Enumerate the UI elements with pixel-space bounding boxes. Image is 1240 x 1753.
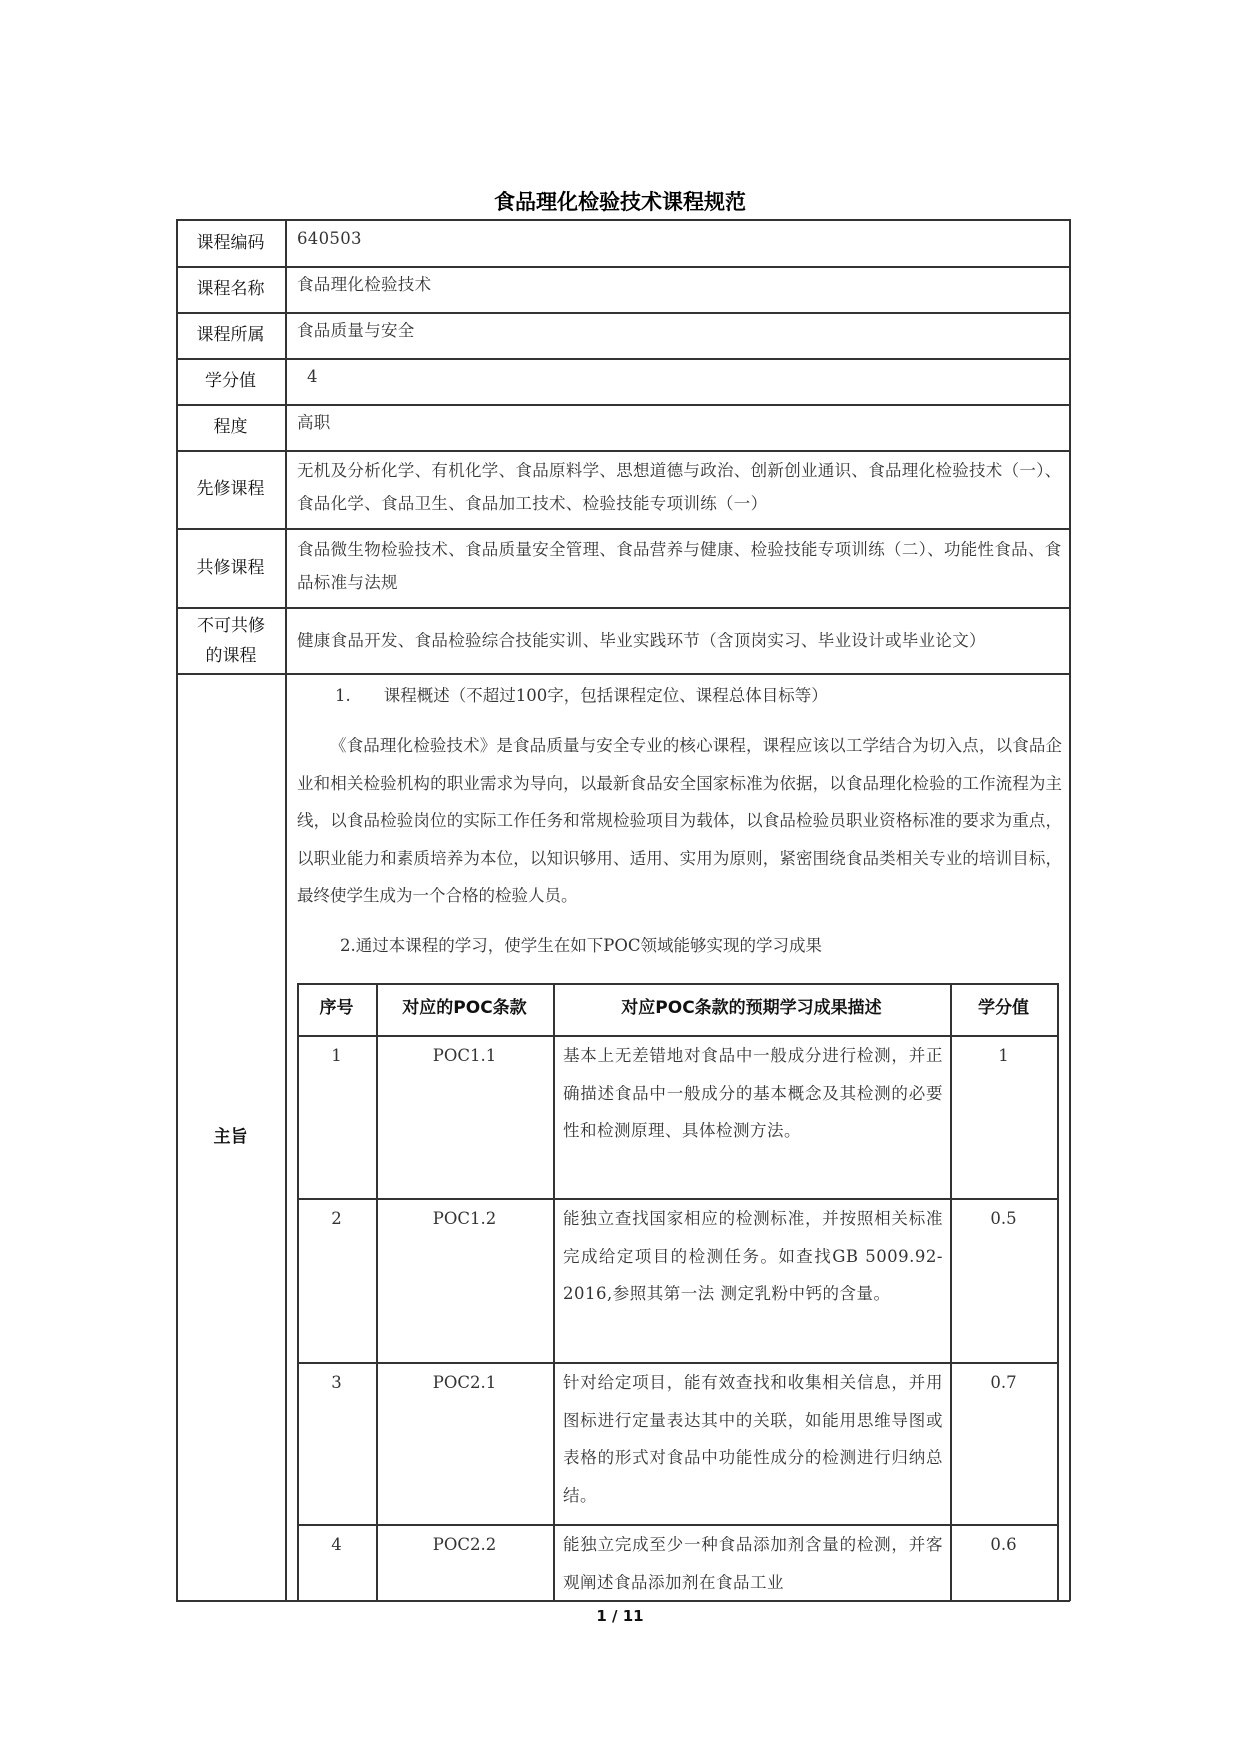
document-title: 食品理化检验技术课程规范 bbox=[494, 190, 746, 214]
value-course-code: 640503 bbox=[297, 229, 362, 248]
row-credit: 1 bbox=[998, 1046, 1009, 1065]
label-course-name: 课程名称 bbox=[196, 279, 265, 299]
section-1-body: 《食品理化检验技术》是食品质量与安全专业的核心课程，课程应该以工学结合为切入点，以食品企业和相关检验机构的职业需求为导向，以最新食品安全国家标准为依据，以食品理化检验的工作流程为主线，以食品检验岗位的实际工作任务和常规检验项目为载体，以食品检验员职业资格标准的要求为重点，以职业能力和素质培养为本位，以知识够用、适用、实用为原则，紧密围绕食品类相关专业的培训目标，最终使学生成为一个合格的检验人员。 bbox=[297, 736, 1062, 905]
table-border bbox=[176, 1600, 1070, 1602]
page-number: 1 / 11 bbox=[596, 1607, 644, 1625]
label-excluded-courses: 不可共修的课程 bbox=[197, 616, 265, 666]
row-poc: POC2.1 bbox=[432, 1373, 497, 1392]
row-number: 2 bbox=[331, 1209, 342, 1228]
value-corequisites: 食品微生物检验技术、食品质量安全管理、食品营养与健康、检验技能专项训练（二）、功能性食品、食品标准与法规 bbox=[297, 540, 1062, 592]
row-description: 针对给定项目，能有效查找和收集相关信息，并用图标进行定量表达其中的关联，如能用思维导图或表格的形式对食品中功能性成分的检测进行归纳总结。 bbox=[563, 1373, 943, 1505]
row-poc: POC1.2 bbox=[432, 1209, 497, 1228]
header-number: 序号 bbox=[319, 998, 354, 1018]
value-course-affiliation: 食品质量与安全 bbox=[297, 321, 415, 340]
value-prerequisites: 无机及分析化学、有机化学、食品原料学、思想道德与政治、创新创业通识、食品理化检验技术（一）、食品化学、食品卫生、食品加工技术、检验技能专项训练（一） bbox=[297, 461, 1062, 513]
section-1-heading: 1. 课程概述（不超过100字，包括课程定位、课程总体目标等） bbox=[335, 686, 828, 705]
label-level: 程度 bbox=[213, 417, 248, 437]
value-excluded-courses: 健康食品开发、食品检验综合技能实训、毕业实践环节（含顶岗实习、毕业设计或毕业论文） bbox=[297, 631, 986, 650]
row-number: 1 bbox=[331, 1046, 342, 1065]
section-2-heading: 2.通过本课程的学习，使学生在如下POC领域能够实现的学习成果 bbox=[340, 936, 822, 955]
row-credit: 0.6 bbox=[990, 1535, 1017, 1554]
row-credit: 0.7 bbox=[990, 1373, 1017, 1392]
value-level: 高职 bbox=[297, 413, 331, 432]
value-credits: 4 bbox=[307, 367, 318, 386]
label-credits: 学分值 bbox=[205, 371, 256, 391]
header-poc: 对应的POC条款 bbox=[402, 998, 527, 1018]
label-corequisites: 共修课程 bbox=[196, 558, 265, 578]
row-poc: POC2.2 bbox=[432, 1535, 497, 1554]
label-course-affiliation: 课程所属 bbox=[196, 325, 265, 345]
row-poc: POC1.1 bbox=[432, 1046, 497, 1065]
row-description: 能独立查找国家相应的检测标准，并按照相关标准完成给定项目的检测任务。如查找GB 5009.92-2016,参照其第一法 测定乳粉中钙的含量。 bbox=[563, 1209, 943, 1303]
value-course-name: 食品理化检验技术 bbox=[297, 275, 432, 294]
row-description: 基本上无差错地对食品中一般成分进行检测，并正确描述食品中一般成分的基本概念及其检测的必要性和检测原理、具体检测方法。 bbox=[563, 1046, 943, 1140]
label-course-code: 课程编码 bbox=[196, 233, 265, 253]
row-credit: 0.5 bbox=[990, 1209, 1017, 1228]
label-main: 主旨 bbox=[213, 1127, 248, 1147]
row-number: 4 bbox=[331, 1535, 342, 1554]
header-credits: 学分值 bbox=[978, 998, 1029, 1018]
header-outcome-description: 对应POC条款的预期学习成果描述 bbox=[621, 998, 882, 1018]
row-number: 3 bbox=[331, 1373, 342, 1392]
row-description: 能独立完成至少一种食品添加剂含量的检测，并客观阐述食品添加剂在食品工业 bbox=[563, 1535, 943, 1592]
label-prerequisites: 先修课程 bbox=[196, 479, 265, 499]
